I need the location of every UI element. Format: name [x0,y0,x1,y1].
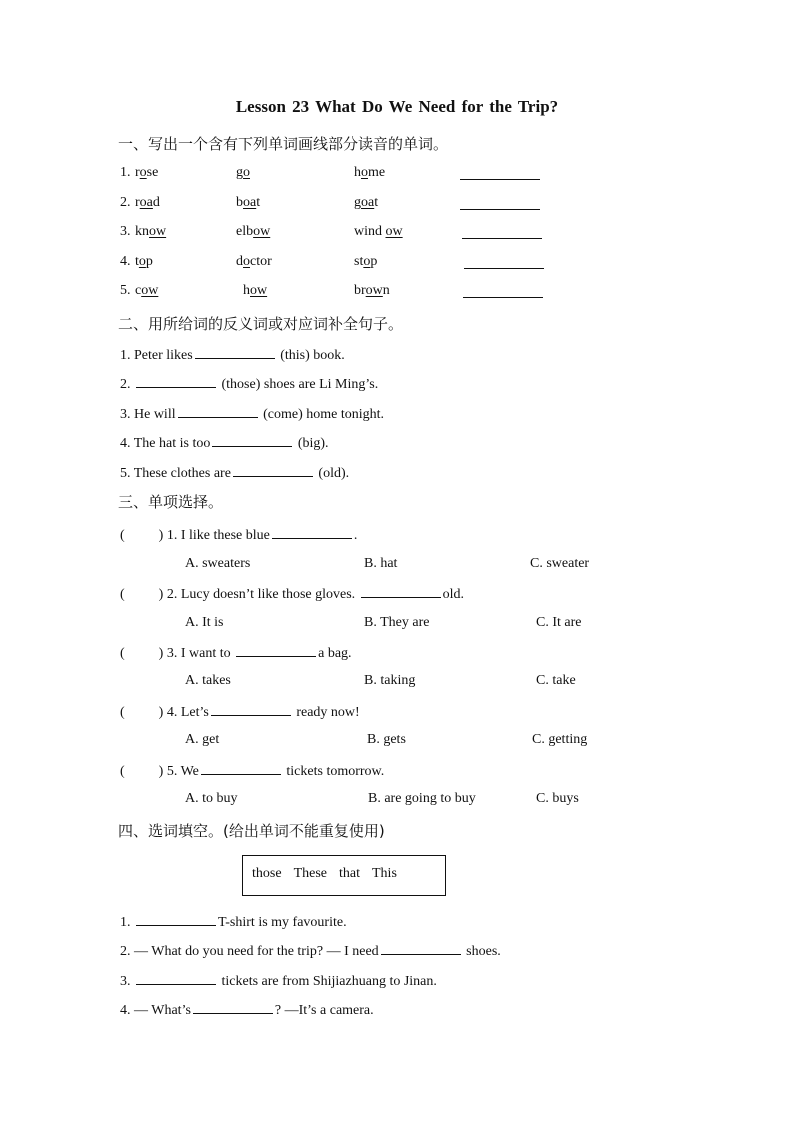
word-part: h [354,165,361,180]
sentence-start: 4. The hat is too [120,436,211,451]
section4-heading: 四、选词填空。(给出单词不能重复使用) [118,822,385,840]
word-bank-item: This [372,866,397,881]
sentence-start: 1. Peter likes [120,348,193,363]
option-a: A. get [185,732,220,747]
option-c: C. It are [536,615,582,630]
sentence-start: 5. These clothes are [120,466,231,481]
option-b: B. hat [364,556,398,571]
underlined-part: o [139,165,147,180]
paren-close: ) [158,705,164,720]
sentence-start: 2. [120,377,134,392]
option-b: B. They are [364,615,430,630]
answer-blank[interactable] [460,197,540,210]
sentence-end: (those) shoes are Li Ming’s. [218,377,379,392]
phonics-word [135,195,160,211]
phonics-word [135,224,166,240]
question-item [120,703,360,721]
answer-blank[interactable] [464,256,544,269]
underlined-part: o [361,165,368,180]
word-part: h [243,283,250,298]
answer-blank[interactable] [201,762,281,775]
question-end: a bag. [318,646,352,661]
underlined-part: o [243,254,250,269]
sentence-end: (come) home tonight. [259,407,385,422]
option-c: C. getting [532,732,588,747]
word-part: st [354,254,364,269]
paren-close: ) [158,587,164,602]
answer-blank[interactable] [462,226,542,239]
phonics-word [135,165,158,181]
fill-item [120,972,437,990]
answer-blank[interactable] [233,464,313,477]
word-part: p [370,254,378,269]
phonics-word [354,165,385,181]
answer-blank[interactable] [136,913,216,926]
sentence-item [120,375,378,393]
word-part: b [236,195,243,210]
word-part: c [135,283,142,298]
question-end: . [353,528,358,543]
sentence-end: ? —It’s a camera. [274,1003,374,1018]
word-part: r [135,195,140,210]
sentence-end: (this) book. [276,348,345,363]
fill-item [120,942,501,960]
word-part: g [236,165,243,180]
sentence-item [120,464,349,482]
word-part: r [135,165,140,180]
answer-blank[interactable] [463,285,543,298]
underlined-part: ow [385,224,403,239]
option-b: B. are going to buy [368,791,476,806]
phonics-word [354,283,390,299]
option-b: B. gets [367,732,406,747]
phonics-word [135,254,153,270]
answer-blank[interactable] [178,405,258,418]
phonics-word [354,254,377,270]
word-part: t [256,195,261,210]
section2-heading: 二、用所给词的反义词或对应词补全句子。 [118,315,404,333]
question-end: ready now! [292,705,360,720]
word-bank-item: those [252,866,282,881]
underlined-part: ow [250,283,268,298]
paren-open: ( [120,764,125,779]
option-c: C. buys [536,791,579,806]
sentence-start: 1. [120,915,134,930]
phonics-word [236,195,260,211]
answer-blank[interactable] [193,1001,273,1014]
sentence-start: 3. [120,974,134,989]
option-c: C. take [536,673,576,688]
sentence-end: T-shirt is my favourite. [218,915,347,930]
sentence-item [120,434,329,452]
section1-heading: 一、写出一个含有下列单词画线部分读音的单词。 [118,135,449,153]
paren-open: ( [120,646,125,661]
option-b: B. taking [364,673,416,688]
answer-blank[interactable] [195,346,275,359]
word-part: t [135,254,139,269]
sentence-item [120,346,345,364]
row-number: 2. [120,195,131,210]
word-bank-item: These [293,866,327,881]
sentence-start: 4. — What’s [120,1003,191,1018]
underlined-part: oa [243,195,257,210]
paren-close: ) [158,646,164,661]
word-part: t [374,195,379,210]
answer-blank[interactable] [236,644,316,657]
question-item [120,762,384,780]
paren-open: ( [120,528,125,543]
phonics-word [354,195,378,211]
option-a: A. takes [185,673,231,688]
option-a: A. to buy [185,791,238,806]
answer-blank[interactable] [211,703,291,716]
question-start: 3. I want to [166,646,235,661]
sentence-end: tickets are from Shijiazhuang to Jinan. [218,974,437,989]
paren-close: ) [158,764,164,779]
sentence-end: (old). [314,466,350,481]
word-part: d [152,195,160,210]
sentence-end: (big). [294,436,329,451]
paren-open: ( [120,705,125,720]
row-number: 3. [120,224,131,239]
row-number: 4. [120,254,131,269]
question-start: 1. I like these blue [166,528,270,543]
phonics-word [236,254,272,270]
word-part: d [236,254,243,269]
word-part: kn [135,224,149,239]
question-item [120,585,464,603]
phonics-word [243,283,267,299]
word-part: p [145,254,153,269]
paren-open: ( [120,587,125,602]
fill-item [120,913,347,931]
section3-heading: 三、单项选择。 [118,493,224,511]
row-number: 5. [120,283,131,298]
word-part: g [354,195,361,210]
underlined-part: oa [139,195,153,210]
word-bank [252,866,409,882]
page-title: Lesson 23 What Do We Need for the Trip? [235,97,559,116]
sentence-end: shoes. [462,944,501,959]
underlined-part: o [363,254,371,269]
answer-blank[interactable] [460,167,540,180]
answer-blank[interactable] [136,972,216,985]
underlined-part: ow [149,224,167,239]
option-a: A. It is [185,615,224,630]
paren-close: ) [158,528,164,543]
word-part: me [368,165,386,180]
underlined-part: ow [253,224,271,239]
sentence-start: 3. He will [120,407,176,422]
word-part: se [146,165,159,180]
answer-blank[interactable] [381,942,461,955]
answer-blank[interactable] [272,526,352,539]
answer-blank[interactable] [212,434,292,447]
sentence-start: 2. — What do you need for the trip? — I need [120,944,379,959]
word-part: ctor [250,254,272,269]
answer-blank[interactable] [361,585,441,598]
underlined-part: oa [361,195,375,210]
row-number: 1. [120,165,131,180]
underlined-part: o [243,165,250,180]
question-start: 5. We [166,764,199,779]
question-end: tickets tomorrow. [282,764,385,779]
phonics-word [135,283,158,299]
sentence-item [120,405,384,423]
option-a: A. sweaters [185,556,251,571]
question-end: old. [442,587,465,602]
phonics-word [236,224,270,240]
underlined-part: ow [365,283,383,298]
question-item [120,644,352,662]
underlined-part: o [138,254,146,269]
phonics-word [354,224,403,240]
question-start: 4. Let’s [166,705,209,720]
question-item [120,526,357,544]
fill-item [120,1001,374,1019]
word-part: elb [236,224,254,239]
underlined-part: ow [141,283,159,298]
option-c: C. sweater [530,556,590,571]
word-bank-item: that [339,866,360,881]
word-part: wind [354,224,386,239]
answer-blank[interactable] [136,375,216,388]
phonics-word [236,165,250,181]
word-part: n [382,283,390,298]
word-part: br [354,283,366,298]
question-start: 2. Lucy doesn’t like those gloves. [166,587,359,602]
